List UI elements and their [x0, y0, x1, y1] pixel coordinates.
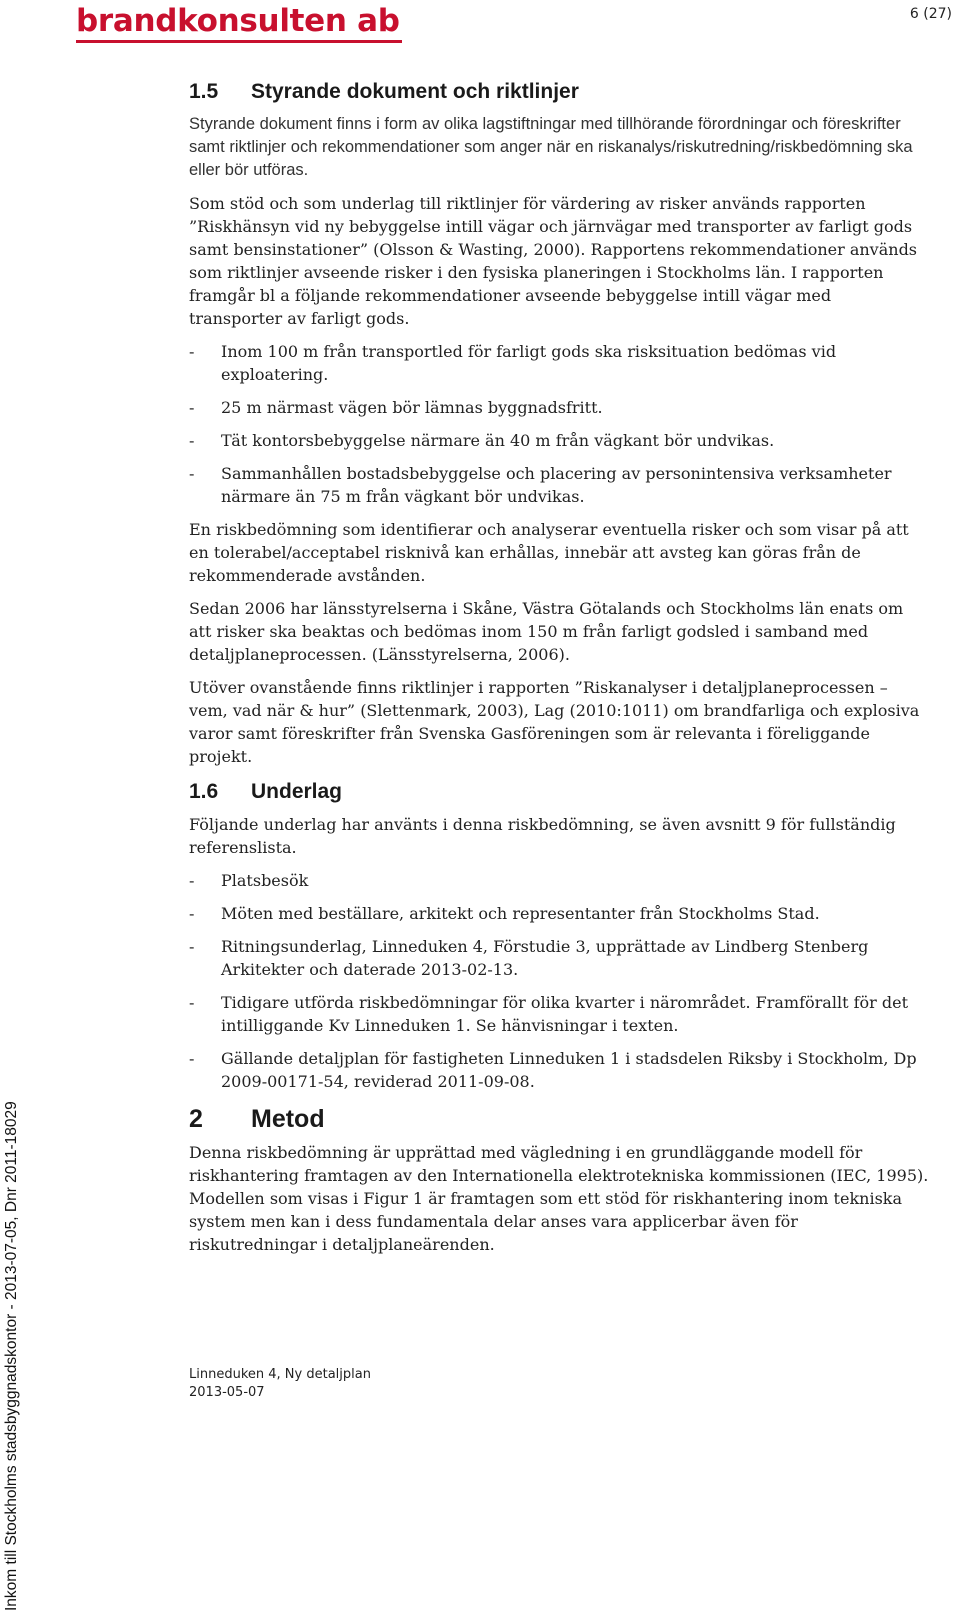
source-list: [189, 869, 929, 1093]
list-item: - Gällande detaljplan för fastigheten Linneduken 1 i stadsdelen Riksby i Stockholm, Dp 2009-00171-54, reviderad 2011-09-08.: [189, 1049, 917, 1091]
section-number: 1.6: [189, 780, 219, 803]
list-dash: -: [189, 937, 195, 956]
page-footer: [189, 1366, 371, 1402]
section-intro: Följande underlag har använts i denna riskbedömning, se även avsnitt 9 för fullständig referenslista.: [189, 815, 896, 857]
section-number: 1.5: [189, 80, 219, 103]
section-title: Styrande dokument och riktlinjer: [251, 80, 579, 103]
list-item: - Möten med beställare, arkitekt och representanter från Stockholms Stad.: [189, 904, 820, 923]
list-dash: -: [189, 342, 195, 361]
list-dash: -: [189, 993, 195, 1012]
list-dash: -: [189, 431, 195, 450]
paragraph: En riskbedömning som identifierar och analyserar eventuella risker och som visar på att en tolerabel/acceptabel risknivå kan erhållas, innebär att avsteg kan göras från de rekommenderade avstånden.: [189, 520, 909, 585]
section-number: 2: [189, 1105, 203, 1133]
section-heading-1-5: [189, 78, 929, 106]
paragraph: Sedan 2006 har länsstyrelserna i Skåne, Västra Götalands och Stockholms län enats om att risker ska beaktas och bedömas inom 150 m från farligt godsled i samband med detaljplaneprocessen. (Länsstyrelserna, 2006).: [189, 599, 904, 664]
list-item: - Tät kontorsbebyggelse närmare än 40 m från vägkant bör undvikas.: [189, 431, 775, 450]
list-dash: -: [189, 464, 195, 483]
section-heading-2: [189, 1103, 929, 1135]
company-logo: brandkonsulten ab: [76, 2, 402, 43]
list-dash: -: [189, 871, 195, 890]
recommendation-list: [189, 340, 929, 508]
receipt-stamp-text: Inkom till Stockholms stadsbyggnadskontor - 2013-07-05, Dnr 2011-18029: [3, 1101, 20, 1611]
footer-date: 2013-05-07: [189, 1385, 265, 1400]
list-item: - Sammanhållen bostadsbebyggelse och placering av personintensiva verksamheter närmare än 75 m från vägkant bör undvikas.: [189, 464, 892, 506]
footer-project: Linneduken 4, Ny detaljplan: [189, 1367, 371, 1382]
list-item: - Tidigare utförda riskbedömningar för olika kvarter i närområdet. Framförallt för det intilliggande Kv Linneduken 1. Se hänvisningar i texten.: [189, 993, 909, 1035]
paragraph: Som stöd och som underlag till riktlinjer för värdering av risker används rapporten ”Riskhänsyn vid ny bebyggelse intill vägar och järnvägar med transporter av farligt gods samt bensinstationer” (Olsson & Wasting, 2000). Rapportens rekommendationer används som riktlinjer avseende risker i den fysiska planeringen i Stockholms län. I rapporten framgår bl a följande rekommendationer avseende bebyggelse intill vägar med transporter av farligt gods.: [189, 194, 918, 328]
section-intro: Styrande dokument finns i form av olika lagstiftningar med tillhörande förordningar och föreskrifter samt riktlinjer och rekommendationer som anger när en riskanalys/riskutredning/riskbedömning ska eller bör utföras.: [189, 115, 913, 179]
list-dash: -: [189, 398, 195, 417]
paragraph: Utöver ovanstående finns riktlinjer i rapporten ”Riskanalyser i detaljplaneprocessen – vem, vad när & hur” (Slettenmark, 2003), Lag (2010:1011) om brandfarliga och explosiva varor samt föreskrifter från Svenska Gasföreningen som är relevanta i föreliggande projekt.: [189, 678, 920, 766]
list-dash: -: [189, 904, 195, 923]
section-title: Underlag: [251, 780, 343, 803]
list-item: - 25 m närmast vägen bör lämnas byggnadsfritt.: [189, 398, 603, 417]
list-item: - Inom 100 m från transportled för farligt gods ska risksituation bedömas vid exploatering.: [189, 342, 837, 384]
list-dash: -: [189, 1049, 195, 1068]
document-body: [189, 78, 929, 1266]
section-title: Metod: [251, 1105, 325, 1133]
list-item: - Ritningsunderlag, Linneduken 4, Förstudie 3, upprättade av Lindberg Stenberg Arkitekter och daterade 2013-02-13.: [189, 937, 869, 979]
list-item: - Platsbesök: [189, 871, 309, 890]
paragraph: Denna riskbedömning är upprättad med vägledning i en grundläggande modell för riskhantering framtagen av den Internationella elektrotekniska kommissionen (IEC, 1995). Modellen som visas i Figur 1 är framtagen som ett stöd för riskhantering inom tekniska system men kan i dess fundamentala delar anses vara applicerbar även för riskutredningar i detaljplaneärenden.: [189, 1143, 929, 1254]
page-number: 6 (27): [909, 6, 952, 22]
section-heading-1-6: [189, 778, 929, 806]
